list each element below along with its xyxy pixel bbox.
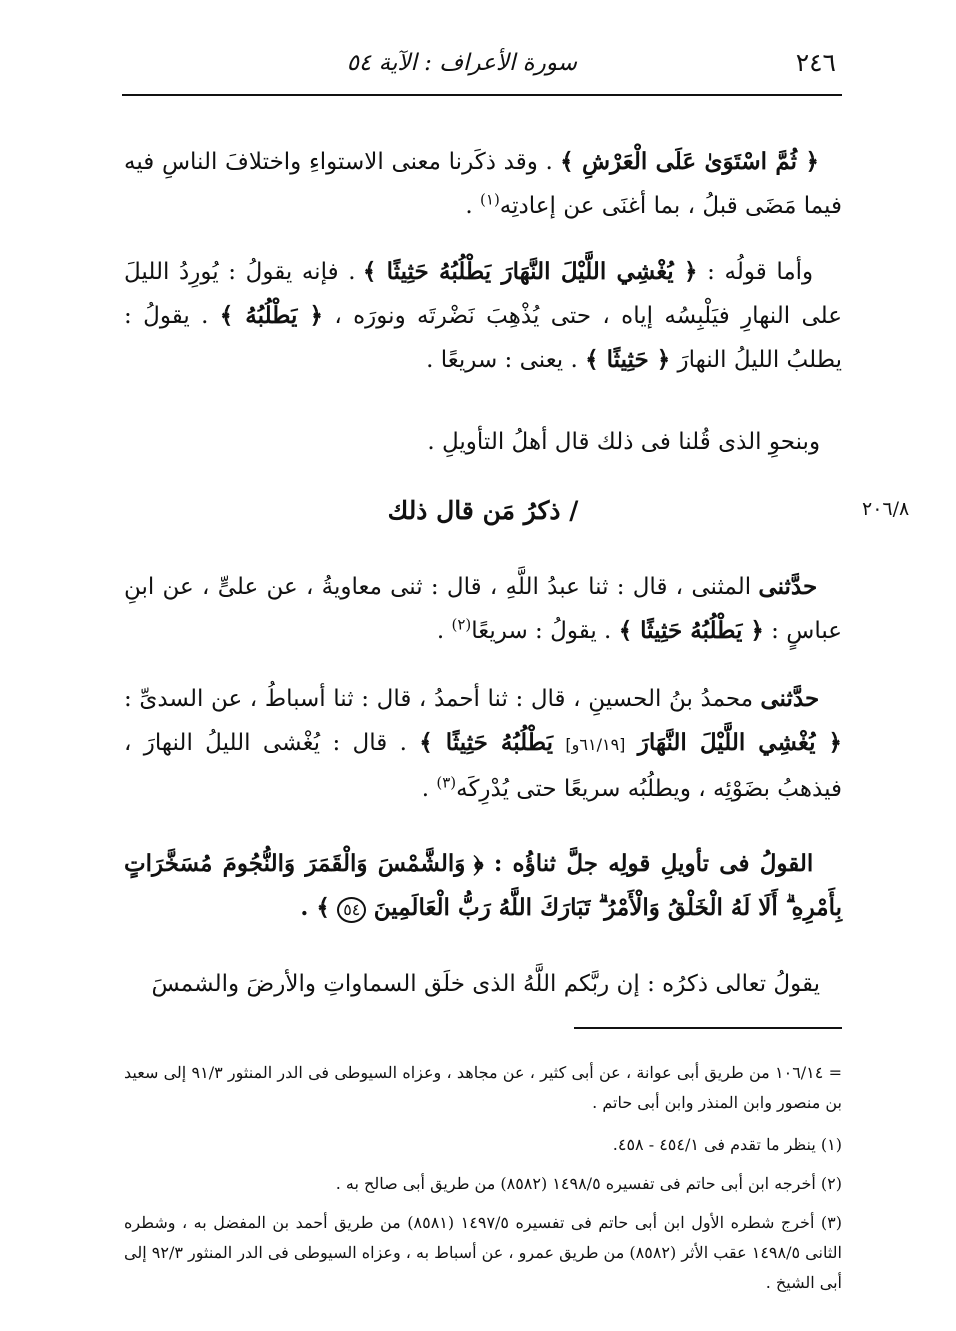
narration-lead: حدَّثنى <box>758 573 818 600</box>
footnote-marker: (١) <box>480 190 500 209</box>
paragraph-tafsir-start <box>124 962 842 1006</box>
paragraph-text: محمدُ بنُ الحسينِ ، قال : ثنا أحمدُ ، قال : ثنا أسباطُ ، عن السدىِّ : <box>124 686 761 712</box>
paragraph-text: . فإنه يقولُ : يُورِدُ الليلَ على النهارِ فيَلْبِسُه إياه ، حتى يُذْهِبَ نَضْرتَه ونورَه ، <box>124 259 842 329</box>
paragraph-text: المثنى ، قال : ثنا عبدُ اللَّهِ ، قال : ثنى معاويةُ ، عن علىٍّ ، عن ابنِ عباسٍ : <box>124 574 842 644</box>
footnote-rule <box>574 1027 842 1029</box>
footnote-3: (٣) أخرج شطره الأول ابن أبى حاتم فى تفسيره ١٤٩٧/٥ (٨٥٨١) من طريق أحمد بن المفضل به ، وشطره الثانى ١٤٩٨/٥ عقب الأثر (٨٥٨٢) من طريق عمرو ، عن أسباط به ، وعزاه السيوطى فى الدر المنثور ٩٢/٣ إلى أبى الشيخ . <box>124 1213 843 1292</box>
quran-quote: ﴿ يُغْشِي اللَّيْلَ النَّهَارَ <box>637 729 842 756</box>
quran-quote: ﴿ ثُمَّ اسْتَوَىٰ عَلَى الْعَرْشِ ﴾ <box>560 148 819 175</box>
margin-reference: ٢٠٦/٨ <box>862 498 910 520</box>
header-rule <box>122 94 842 96</box>
quran-quote: ﴿ يُغْشِي اللَّيْلَ النَّهَارَ يَطْلُبُهُ حَثِيثًا ﴾ <box>362 258 698 285</box>
paragraph-istiwa <box>124 140 842 228</box>
paragraph-end: . <box>436 618 452 644</box>
quran-quote: ﴿ وَالشَّمْسَ وَالْقَمَرَ وَالنُّجُومَ مُسَخَّرَاتٍ بِأَمْرِهِ ۗ أَلَا لَهُ الْخَلْقُ وَالْأَمْرُ ۗ تَبَارَكَ اللَّهُ رَبُّ الْعَالَمِينَ <box>124 850 842 921</box>
paragraph-qawl <box>124 842 842 930</box>
paragraph-text: . وقد ذكَرنا معنى الاستواءِ واختلافَ الناسِ فيه فيما مَضَى قبلُ ، بما أغنَى عن إعادتِه <box>124 149 842 219</box>
narration-suddi <box>124 677 842 811</box>
running-title: سورة الأعراف : الآية ٥٤ <box>346 50 577 76</box>
narration-ibn-abbas <box>124 565 842 653</box>
paragraph-text: وأما قولُه : <box>697 259 814 285</box>
narration-lead: حدَّثنى <box>760 685 820 712</box>
paragraph-text: . يقولُ : سريعًا <box>471 618 619 644</box>
footnote-continuation: = ١٠٦/١٤ من طريق أبى عوانة ، عن أبى كثير ، عن مجاهد ، وعزاه السيوطى فى الدر المنثور ٩١/٣ إلى سعيد بن منصور وابن المنذر وابن أبى حاتم . <box>124 1063 843 1112</box>
paragraph-text: وبنحوِ الذى قُلنا فى ذلك قال أهلُ التأويلِ . <box>427 429 821 455</box>
footnote-marker: (٣) <box>436 773 457 792</box>
ayah-number-marker: ٥٤ <box>337 897 366 923</box>
section-heading: / ذكرُ مَن قال ذلك <box>387 496 579 525</box>
paragraph-text: . يقولُ : يطلبُ الليلُ النهارَ <box>124 303 842 373</box>
footnote-marker: (٢) <box>451 615 472 634</box>
paragraph-end: . <box>465 193 481 219</box>
paragraph-tawil <box>124 420 842 464</box>
paragraph-text: . يعنى : سريعًا . <box>426 347 586 373</box>
page-number: ٢٤٦ <box>795 48 836 77</box>
quran-quote: ﴿ حَثِيثًا ﴾ <box>585 346 671 373</box>
manuscript-reference: [٦١/١٩و] <box>565 735 626 754</box>
section-lead: القولُ فى تأويلِ قولِه جلَّ ثناؤُه : <box>483 850 814 877</box>
footnote-2: (٢) أخرجه ابن أبى حاتم فى تفسيره ١٤٩٨/٥ (٨٥٨٢) من طريق أبى صالح به . <box>335 1174 842 1193</box>
quran-quote: يَطْلُبُهُ حَثِيثًا ﴾ <box>419 729 554 756</box>
quran-quote: ﴿ يَطْلُبُهُ ﴾ <box>219 302 323 329</box>
footnote-1: (١) ينظر ما تقدم فى ٤٥٤/١ - ٤٥٨. <box>612 1135 842 1154</box>
quran-quote: ﴿ يَطْلُبُهُ حَثِيثًا ﴾ <box>618 617 764 644</box>
paragraph-text: . قال : يُغْشى الليلُ النهارَ ، فيذهبُ بضَوْئِه ، ويطلُبُه سريعًا حتى يُدْرِكَه <box>124 730 842 802</box>
paragraph-end: . <box>421 776 437 802</box>
quran-quote-close: ﴾ . <box>300 894 330 921</box>
paragraph-yughshi <box>124 250 842 382</box>
page-header <box>122 42 842 90</box>
paragraph-text: يقولُ تعالى ذكرُه : إن ربَّكم اللَّهُ الذى خلَق السماواتِ والأرضَ والشمسَ <box>151 971 821 997</box>
